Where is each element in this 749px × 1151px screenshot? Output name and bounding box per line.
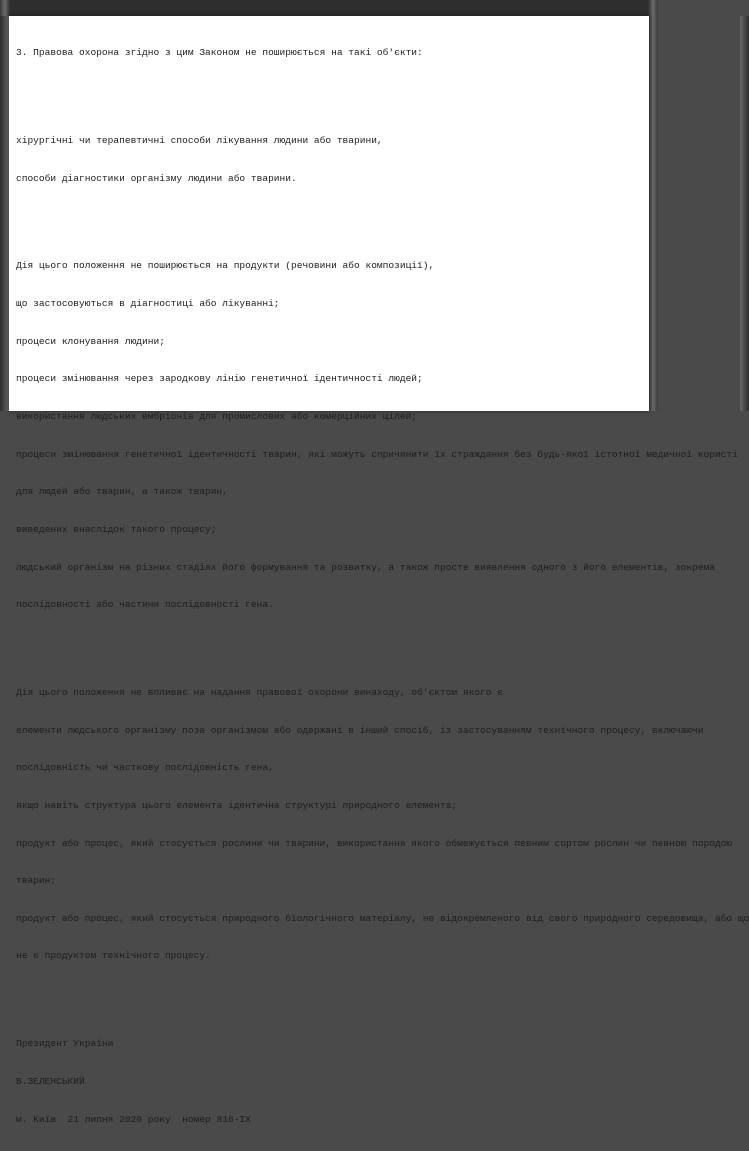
para3-line: послідовність чи часткову послідовність гена, [16, 762, 274, 774]
blank-line [16, 85, 646, 98]
para3-line: елементи людського організму поза організмом або одержані в інший спосіб, із застосуванням технічного процесу, включаючи [16, 724, 704, 736]
para2-line: що застосовуються в діагностиці або лікуванні; [16, 298, 280, 310]
para1-line: способи діагностики організму людини або тварини. [16, 172, 297, 184]
blank-line [16, 637, 646, 650]
para2-line: людський організм на різних стадіях його формування та розвитку, а також просте виявлення одного з його елементів, зокрема [16, 561, 715, 573]
para3-line: продукт або процес, який стосується рослини чи тварини, використання якого обмежується певним сортом рослин чи певною породою [16, 837, 733, 849]
para3-line: Дія цього положення не впливає на надання правової охорони винаходу, об'єктом якого є [16, 686, 503, 698]
para1-line: хірургічні чи терапевтичні способи лікування людини або тварини, [16, 134, 383, 146]
viewer-right-border [740, 16, 749, 411]
document-page [9, 16, 749, 1125]
para3-line: якщо навіть структура цього елемента ідентична структурі природного елемента; [16, 799, 458, 811]
para3-line: не є продуктом технічного процесу. [16, 950, 211, 962]
para3-line: продукт або процес, який стосується природного біологічного матеріалу, не відокремленого від свого природного середовища, або що [16, 912, 749, 924]
blank-line [16, 988, 646, 1001]
para2-line: процеси клонування людини; [16, 335, 165, 347]
para2-line: Дія цього положення не поширюється на продукти (речовини або композиції), [16, 260, 435, 272]
blank-line [16, 210, 646, 223]
para3-line: тварин; [16, 875, 57, 887]
signature-place-date: м. Київ 21 липня 2020 року номер 816-IX [16, 1113, 251, 1125]
para2-line: процеси змінювання через зародкову лінію генетичної ідентичності людей; [16, 373, 423, 385]
para2-line: процеси змінювання генетичної ідентичності тварин, які можуть спричинити їх страждання без будь-якої істотної медичної користі [16, 448, 738, 460]
viewer-left-border [0, 16, 9, 411]
para2-line: для людей або тварин, а також тварин, [16, 486, 228, 498]
para2-line: виведених внаслідок такого процесу; [16, 523, 217, 535]
signature-title: Президент України [16, 1038, 114, 1050]
para2-line: послідовності або частини послідовності гена. [16, 599, 274, 611]
signature-name: В.ЗЕЛЕНСЬКИЙ [16, 1075, 85, 1087]
document-text [16, 22, 749, 1151]
heading-line: 3. Правова охорона згідно з цим Законом не поширюється на такі об'єкти: [16, 47, 423, 59]
para2-line: використання людських ембріонів для промислових або комерційних цілей; [16, 410, 418, 422]
